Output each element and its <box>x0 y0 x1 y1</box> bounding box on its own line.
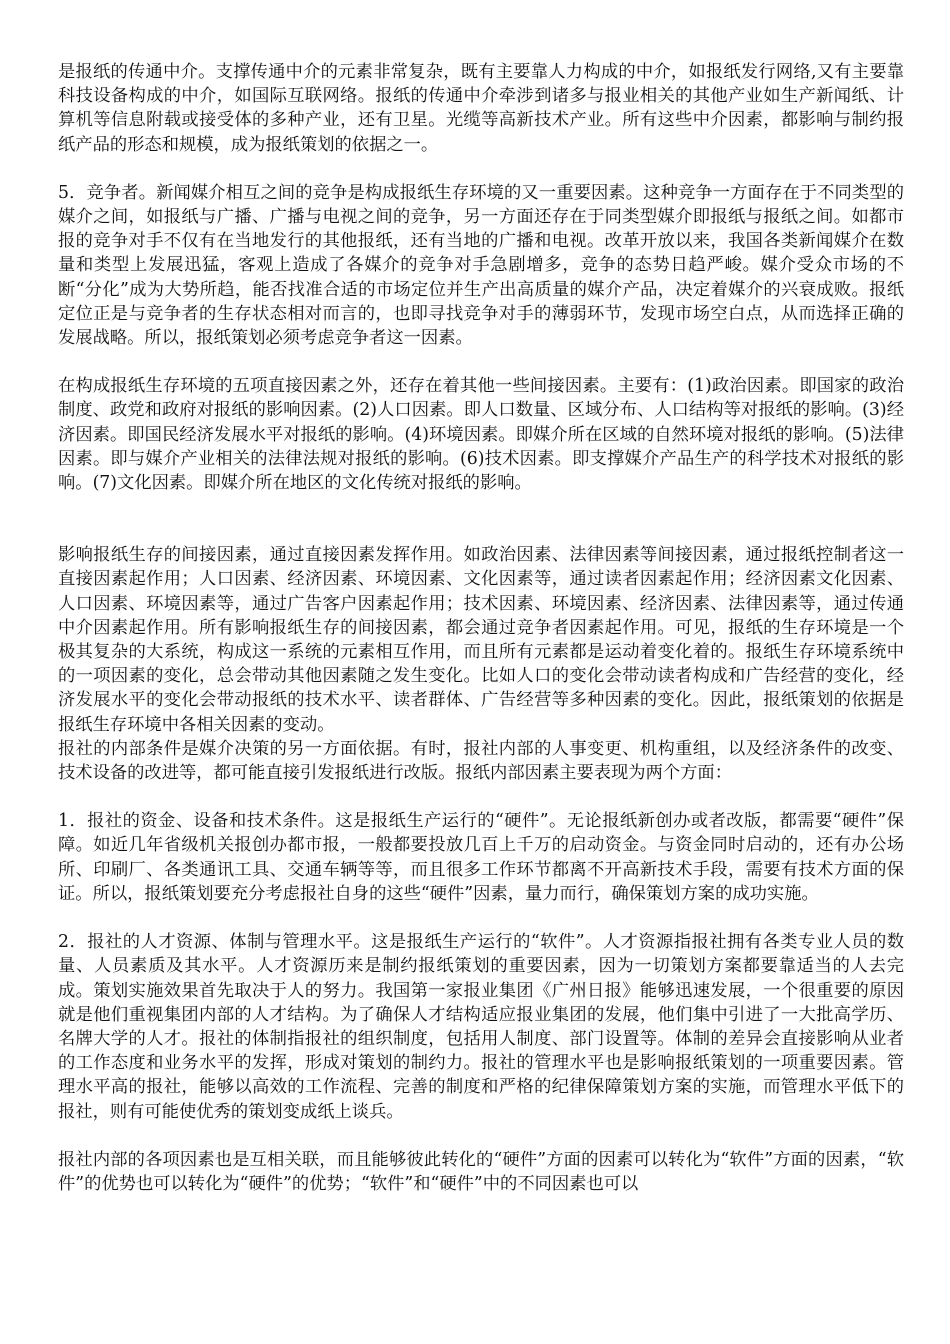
paragraph-spacer <box>58 906 904 930</box>
document-body <box>58 60 904 1196</box>
paragraph-spacer <box>58 157 904 181</box>
paragraph-transmission-medium: 是报纸的传通中介。支撑传通中介的元素非常复杂，既有主要靠人力构成的中介，如报纸发行网络,又有主要靠科技设备构成的中介，如国际互联网络。报纸的传通中介牵涉到诸多与报业相关的其他产业如生产新闻纸、计算机等信息附载或接受体的多种产业，还有卫星。光缆等高新技术产业。所有这些中介因素，都影响与制约报纸产品的形态和规模，成为报纸策划的依据之一。 <box>58 62 904 155</box>
paragraph-spacer <box>58 1124 904 1148</box>
paragraph-interrelation: 报社内部的各项因素也是互相关联，而且能够彼此转化的“硬件”方面的因素可以转化为“软件”方面的因素，“软件”的优势也可以转化为“硬件”的优势；“软件”和“硬件”中的不同因素也可以 <box>58 1149 904 1194</box>
paragraph-software: 2．报社的人才资源、体制与管理水平。这是报纸生产运行的“软件”。人才资源指报社拥有各类专业人员的数量、人员素质及其水平。人才资源历来是制约报纸策划的重要因素，因为一切策划方案都要靠适当的人去完成。策划实施效果首先取决于人的努力。我国第一家报业集团《广州日报》能够迅速发展，一个很重要的原因就是他们重视集团内部的人才结构。为了确保人才结构适应报业集团的发展，他们集中引进了一大批高学历、名牌大学的人才。报社的体制指报社的组织制度，包括用人制度、部门设置等。体制的差异会直接影响从业者的工作态度和业务水平的发挥，形成对策划的制约力。报社的管理水平也是影响报纸策划的一项重要因素。管理水平高的报社，能够以高效的工作流程、完善的制度和严格的纪律保障策划方案的实施，而管理水平低下的报社，则有可能使优秀的策划变成纸上谈兵。 <box>58 932 904 1122</box>
paragraph-indirect-via-direct: 影响报纸生存的间接因素，通过直接因素发挥作用。如政治因素、法律因素等间接因素，通过报纸控制者这一直接因素起作用；人口因素、经济因素、环境因素、文化因素等，通过读者因素起作用；经济因素文化因素、人口因素、环境因素等，通过广告客户因素起作用；技术因素、环境因素、经济因素、法律因素等，通过传通中介因素起作用。所有影响报纸生存的间接因素，都会通过竞争者因素起作用。可见，报纸的生存环境是一个极其复杂的大系统，构成这一系统的元素相互作用，而且所有元素都是运动着变化着的。报纸生存环境系统中的一项因素的变化，总会带动其他因素随之发生变化。比如人口的变化会带动读者构成和广告经营的变化，经济发展水平的变化会带动报纸的技术水平、读者群体、广告经营等多种因素的变化。因此，报纸策划的依据是报纸生存环境中各相关因素的变动。 <box>58 545 904 735</box>
paragraph-spacer <box>58 785 904 809</box>
paragraph-indirect-factors: 在构成报纸生存环境的五项直接因素之外，还存在着其他一些间接因素。主要有：(1)政治因素。即国家的政治制度、政党和政府对报纸的影响因素。(2)人口因素。即人口数量、区域分布、人口结构等对报纸的影响。(3)经济因素。即国民经济发展水平对报纸的影响。(4)环境因素。即媒介所在区域的自然环境对报纸的影响。(5)法律因素。即与媒介产业相关的法律法规对报纸的影响。(6)技术因素。即支撑媒介产品生产的科学技术对报纸的影响。(7)文化因素。即媒介所在地区的文化传统对报纸的影响。 <box>58 376 904 494</box>
paragraph-internal-conditions: 报社的内部条件是媒介决策的另一方面依据。有时，报社内部的人事变更、机构重组，以及经济条件的改变、技术设备的改进等，都可能直接引发报纸进行改版。报纸内部因素主要表现为两个方面： <box>58 738 904 784</box>
paragraph-competitors: 5．竞争者。新闻媒介相互之间的竞争是构成报纸生存环境的又一重要因素。这种竞争一方面存在于不同类型的媒介之间，如报纸与广播、广播与电视之间的竞争，另一方面还存在于同类型媒介即报纸与报纸之间。如都市报的竞争对手不仅有在当地发行的其他报纸，还有当地的广播和电视。改革开放以来，我国各类新闻媒介在数量和类型上发展迅猛，客观上造成了各媒介的竞争对手急剧增多，竞争的态势日趋严峻。媒介受众市场的不断“分化”成为大势所趋，能否找准合适的市场定位并生产出高质量的媒介产品，决定着媒介的兴衰成败。报纸定位正是与竞争者的生存状态相对而言的，也即寻找竞争对手的薄弱环节，发现市场空白点，从而选择正确的发展战略。所以，报纸策划必须考虑竞争者这一因素。 <box>58 182 904 349</box>
paragraph-spacer <box>58 495 904 543</box>
paragraph-hardware: 1．报社的资金、设备和技术条件。这是报纸生产运行的“硬件”。无论报纸新创办或者改版，都需要“硬件”保障。如近几年省级机关报创办都市报，一般都要投放几百上千万的启动资金。与资金同时启动的，还有办公场所、印刷厂、各类通讯工具、交通车辆等等，而且很多工作环节都离不开高新技术手段，需要有技术方面的保证。所以，报纸策划要充分考虑报社自身的这些“硬件”因素，量力而行，确保策划方案的成功实施。 <box>58 811 904 904</box>
paragraph-spacer <box>58 350 904 374</box>
